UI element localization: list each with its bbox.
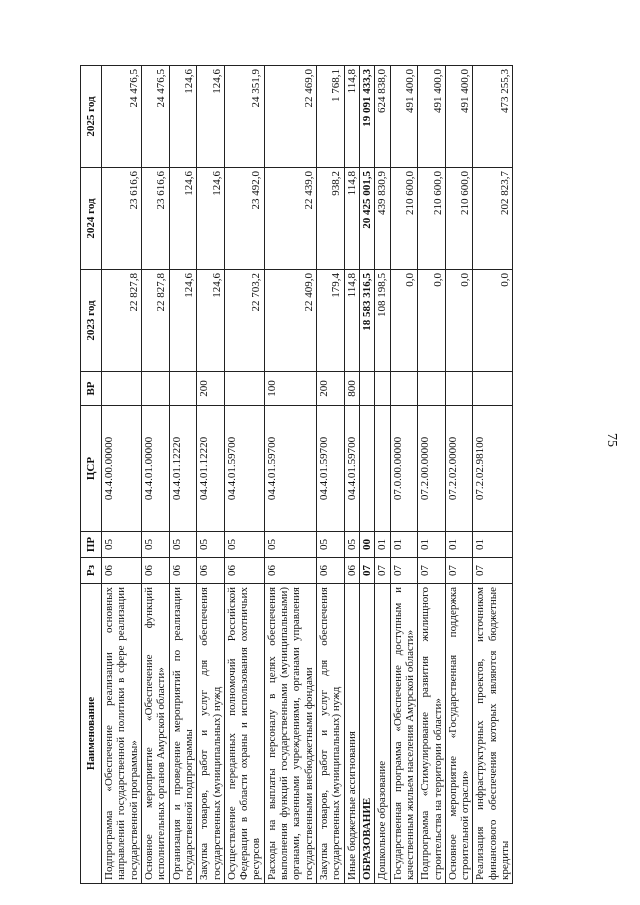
cell-2025: 491 400,0 bbox=[418, 66, 446, 168]
budget-table bbox=[80, 65, 513, 884]
cell-2025: 22 469,0 bbox=[264, 66, 316, 168]
cell-2023: 179,4 bbox=[317, 270, 345, 372]
cell-2025: 24 476,5 bbox=[141, 66, 169, 168]
cell-2023: 114,8 bbox=[344, 270, 359, 372]
cell-pr: 01 bbox=[418, 532, 446, 558]
cell-2024: 23 616,6 bbox=[141, 168, 169, 270]
cell-2023: 108 198,5 bbox=[375, 270, 390, 372]
cell-2024: 210 600,0 bbox=[390, 168, 418, 270]
cell-2025: 114,8 bbox=[344, 66, 359, 168]
table-row bbox=[197, 66, 225, 884]
cell-pr: 05 bbox=[141, 532, 169, 558]
header-csr: ЦСР bbox=[81, 406, 102, 532]
cell-name: Закупка товаров, работ и услуг для обеспечения государственных (муниципальных) нужд bbox=[197, 584, 225, 884]
cell-2024: 202 823,7 bbox=[473, 168, 513, 270]
cell-2023: 22 827,8 bbox=[141, 270, 169, 372]
table-row bbox=[141, 66, 169, 884]
cell-pr: 01 bbox=[375, 532, 390, 558]
cell-pr: 05 bbox=[224, 532, 264, 558]
table-row bbox=[169, 66, 197, 884]
cell-2023: 22 409,0 bbox=[264, 270, 316, 372]
cell-csr: 07.2.02.98100 bbox=[473, 406, 513, 532]
cell-2025: 19 091 433,3 bbox=[359, 66, 374, 168]
cell-2025: 473 255,3 bbox=[473, 66, 513, 168]
table-row bbox=[102, 66, 142, 884]
cell-vr: 800 bbox=[344, 372, 359, 406]
cell-pr: 00 bbox=[359, 532, 374, 558]
cell-pr: 05 bbox=[197, 532, 225, 558]
cell-vr bbox=[375, 372, 390, 406]
cell-name: Расходы на выплаты персоналу в целях обеспечения выполнения функций государственными (муниципальными) органами, казенными учреждениями, органами управления государственными внебюджетными фондами bbox=[264, 584, 316, 884]
cell-rz: 06 bbox=[264, 558, 316, 584]
table-row bbox=[445, 66, 473, 884]
cell-csr: 07.2.02.00000 bbox=[445, 406, 473, 532]
cell-name: Дошкольное образование bbox=[375, 584, 390, 884]
table-row bbox=[390, 66, 418, 884]
cell-rz: 06 bbox=[344, 558, 359, 584]
cell-name: Основное мероприятие «Обеспечение функций исполнительных органов Амурской области» bbox=[141, 584, 169, 884]
cell-pr: 01 bbox=[445, 532, 473, 558]
cell-2025: 624 838,0 bbox=[375, 66, 390, 168]
cell-rz: 06 bbox=[317, 558, 345, 584]
cell-pr: 05 bbox=[264, 532, 316, 558]
cell-name: ОБРАЗОВАНИЕ bbox=[359, 584, 374, 884]
cell-2023: 124,6 bbox=[197, 270, 225, 372]
cell-2025: 491 400,0 bbox=[445, 66, 473, 168]
cell-vr bbox=[102, 372, 142, 406]
cell-vr bbox=[359, 372, 374, 406]
cell-2023: 0,0 bbox=[390, 270, 418, 372]
cell-2024: 23 616,6 bbox=[102, 168, 142, 270]
cell-rz: 07 bbox=[375, 558, 390, 584]
cell-2025: 124,6 bbox=[169, 66, 197, 168]
cell-rz: 07 bbox=[359, 558, 374, 584]
table-row bbox=[418, 66, 446, 884]
table-row bbox=[264, 66, 316, 884]
cell-2024: 22 439,0 bbox=[264, 168, 316, 270]
cell-rz: 07 bbox=[473, 558, 513, 584]
cell-name: Реализация инфраструктурных проектов, источником финансового обеспечения которых являются бюджетные кредиты bbox=[473, 584, 513, 884]
cell-rz: 06 bbox=[169, 558, 197, 584]
cell-2023: 18 583 316,5 bbox=[359, 270, 374, 372]
cell-2024: 23 492,0 bbox=[224, 168, 264, 270]
cell-csr: 04.4.00.00000 bbox=[102, 406, 142, 532]
cell-name: Закупка товаров, работ и услуг для обеспечения государственных (муниципальных) нужд bbox=[317, 584, 345, 884]
cell-rz: 07 bbox=[390, 558, 418, 584]
cell-csr: 07.2.00.00000 bbox=[418, 406, 446, 532]
cell-name: Подпрограмма «Обеспечение реализации основных направлений государственной политики в сфере реализации государственной программы» bbox=[102, 584, 142, 884]
cell-2025: 124,6 bbox=[197, 66, 225, 168]
cell-rz: 06 bbox=[224, 558, 264, 584]
table-row bbox=[473, 66, 513, 884]
header-name: Наименование bbox=[81, 584, 102, 884]
cell-vr: 100 bbox=[264, 372, 316, 406]
cell-csr: 04.4.01.59700 bbox=[224, 406, 264, 532]
cell-csr bbox=[359, 406, 374, 532]
table-row bbox=[317, 66, 345, 884]
cell-vr: 200 bbox=[197, 372, 225, 406]
page-number: 75 bbox=[604, 433, 619, 447]
header-pr: ПР bbox=[81, 532, 102, 558]
cell-pr: 05 bbox=[317, 532, 345, 558]
cell-2023: 0,0 bbox=[473, 270, 513, 372]
cell-vr bbox=[473, 372, 513, 406]
table-row bbox=[359, 66, 374, 884]
cell-vr bbox=[445, 372, 473, 406]
cell-pr: 05 bbox=[344, 532, 359, 558]
cell-csr: 04.4.01.12220 bbox=[197, 406, 225, 532]
cell-name: Подпрограмма «Стимулирование развития жилищного строительства на территории области» bbox=[418, 584, 446, 884]
cell-name: Государственная программа «Обеспечение доступным и качественным жильем населения Амурской области» bbox=[390, 584, 418, 884]
cell-2023: 0,0 bbox=[418, 270, 446, 372]
header-vr: ВР bbox=[81, 372, 102, 406]
cell-rz: 06 bbox=[102, 558, 142, 584]
cell-2023: 0,0 bbox=[445, 270, 473, 372]
cell-2023: 124,6 bbox=[169, 270, 197, 372]
cell-vr bbox=[224, 372, 264, 406]
cell-2024: 439 830,9 bbox=[375, 168, 390, 270]
cell-vr bbox=[141, 372, 169, 406]
cell-csr: 04.4.01.59700 bbox=[264, 406, 316, 532]
cell-vr bbox=[390, 372, 418, 406]
cell-2023: 22 703,2 bbox=[224, 270, 264, 372]
cell-pr: 01 bbox=[390, 532, 418, 558]
cell-pr: 05 bbox=[102, 532, 142, 558]
header-2024: 2024 год bbox=[81, 168, 102, 270]
cell-2024: 938,2 bbox=[317, 168, 345, 270]
cell-vr bbox=[418, 372, 446, 406]
table-row bbox=[344, 66, 359, 884]
header-2023: 2023 год bbox=[81, 270, 102, 372]
cell-2024: 20 425 001,5 bbox=[359, 168, 374, 270]
cell-2023: 22 827,8 bbox=[102, 270, 142, 372]
cell-csr: 04.4.01.59700 bbox=[317, 406, 345, 532]
cell-2024: 210 600,0 bbox=[418, 168, 446, 270]
rotated-table-container bbox=[80, 66, 560, 884]
cell-csr: 07.0.00.00000 bbox=[390, 406, 418, 532]
cell-csr: 04.4.01.12220 bbox=[169, 406, 197, 532]
header-rz: Рз bbox=[81, 558, 102, 584]
cell-rz: 06 bbox=[141, 558, 169, 584]
table-header-row bbox=[81, 66, 102, 884]
cell-vr: 200 bbox=[317, 372, 345, 406]
cell-rz: 07 bbox=[418, 558, 446, 584]
cell-csr: 04.4.01.00000 bbox=[141, 406, 169, 532]
cell-2024: 124,6 bbox=[169, 168, 197, 270]
cell-rz: 07 bbox=[445, 558, 473, 584]
cell-2025: 491 400,0 bbox=[390, 66, 418, 168]
cell-2025: 24 476,5 bbox=[102, 66, 142, 168]
table-row bbox=[375, 66, 390, 884]
cell-pr: 01 bbox=[473, 532, 513, 558]
cell-2025: 1 768,1 bbox=[317, 66, 345, 168]
cell-pr: 05 bbox=[169, 532, 197, 558]
cell-2024: 114,8 bbox=[344, 168, 359, 270]
cell-name: Организация и проведение мероприятий по реализации государственной подпрограммы bbox=[169, 584, 197, 884]
cell-name: Основное мероприятие «Государственная поддержка строительной отрасли» bbox=[445, 584, 473, 884]
cell-2025: 24 351,9 bbox=[224, 66, 264, 168]
header-2025: 2025 год bbox=[81, 66, 102, 168]
table-row bbox=[224, 66, 264, 884]
cell-name: Осуществление переданных полномочий Российской Федерации в области охраны и использования охотничьих ресурсов bbox=[224, 584, 264, 884]
cell-vr bbox=[169, 372, 197, 406]
cell-2024: 124,6 bbox=[197, 168, 225, 270]
cell-rz: 06 bbox=[197, 558, 225, 584]
cell-2024: 210 600,0 bbox=[445, 168, 473, 270]
cell-csr bbox=[375, 406, 390, 532]
cell-name: Иные бюджетные ассигнования bbox=[344, 584, 359, 884]
cell-csr: 04.4.01.59700 bbox=[344, 406, 359, 532]
